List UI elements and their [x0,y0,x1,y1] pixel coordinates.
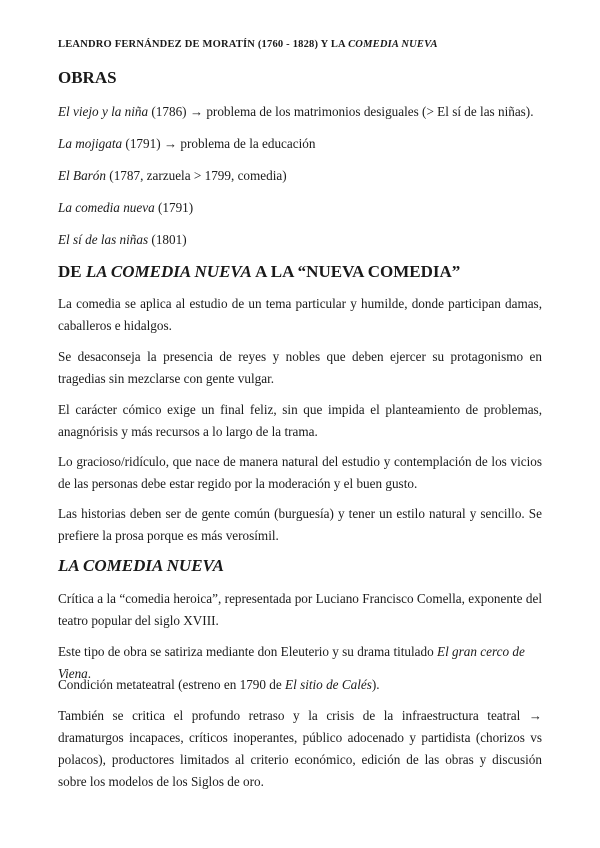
obra-title: El viejo y la niña [58,104,149,119]
heading-nueva-comedia [58,262,460,282]
obra-item [58,229,542,251]
paragraph [58,674,542,696]
obra-item [58,165,542,187]
work-title: El gran cerco de Viena [58,644,525,681]
paragraph-text: Este tipo de obra se satiriza mediante don Eleuterio y su drama titulado [58,644,438,659]
obra-detail: (1791) → problema de la educación [122,136,316,151]
heading-text: DE [58,262,86,281]
obra-detail: (1787, zarzuela > 1799, comedia) [106,168,287,183]
obra-title: La mojigata [58,136,123,151]
paragraph-text: . [87,666,92,681]
paragraph: Las historias deben ser de gente común (burguesía) y tener un estilo natural y sencillo. Se prefiere la prosa porque es más verosímil. [58,506,542,543]
running-head-title: COMEDIA NUEVA [348,39,438,50]
obra-item [58,133,542,155]
obra-item [58,197,542,219]
paragraph: Lo gracioso/ridículo, que nace de manera natural del estudio y contemplación de los vicios de las personas debe estar regido por la moderación y el buen gusto. [58,454,542,491]
heading-text: A LA “NUEVA COMEDIA” [251,262,461,281]
paragraph-text: ). [371,677,380,692]
heading-italic-text: LA COMEDIA NUEVA [85,262,252,281]
paragraph: El carácter cómico exige un final feliz, sin que impida el planteamiento de problemas, anagnórisis y más recursos a lo largo de la trama. [58,402,542,439]
obra-detail: (1801) [148,232,187,247]
paragraph: La comedia se aplica al estudio de un tema particular y humilde, donde participan damas, caballeros e hidalgos. [58,296,542,333]
obra-title: El Barón [58,168,106,183]
paragraph-text: Condición metateatral (estreno en 1790 de [58,677,286,692]
heading-italic-text: LA COMEDIA NUEVA [58,556,224,575]
obra-title: El sí de las niñas [58,232,149,247]
obra-title: La comedia nueva [58,200,155,215]
work-title: El sitio de Calés [285,677,372,692]
paragraph: Se desaconseja la presencia de reyes y nobles que deben ejercer su protagonismo en tragedias sin mezclarse con gente vulgar. [58,349,542,386]
heading-la-comedia-nueva [58,556,224,576]
heading-obras: OBRAS [58,68,117,87]
paragraph: También se critica el profundo retraso y la crisis de la infraestructura teatral → dramaturgos incapaces, críticos inoperantes, público adocenado y partidista (chorizos vs polacos), productores limitados al criterio económico, edición de las obras y discusión sobre los modelos de los Siglos de oro. [58,708,542,789]
paragraph: Crítica a la “comedia heroica”, representada por Luciano Francisco Comella, exponente del teatro popular del siglo XVIII. [58,591,542,628]
obra-item [58,101,542,123]
running-head-text: LEANDRO FERNÁNDEZ DE MORATÍN (1760 - 1828) Y LA [58,39,349,50]
running-head [58,39,438,50]
obra-detail: (1791) [154,200,194,215]
obra-detail: (1786) → problema de los matrimonios desiguales (> El sí de las niñas). [148,104,534,119]
